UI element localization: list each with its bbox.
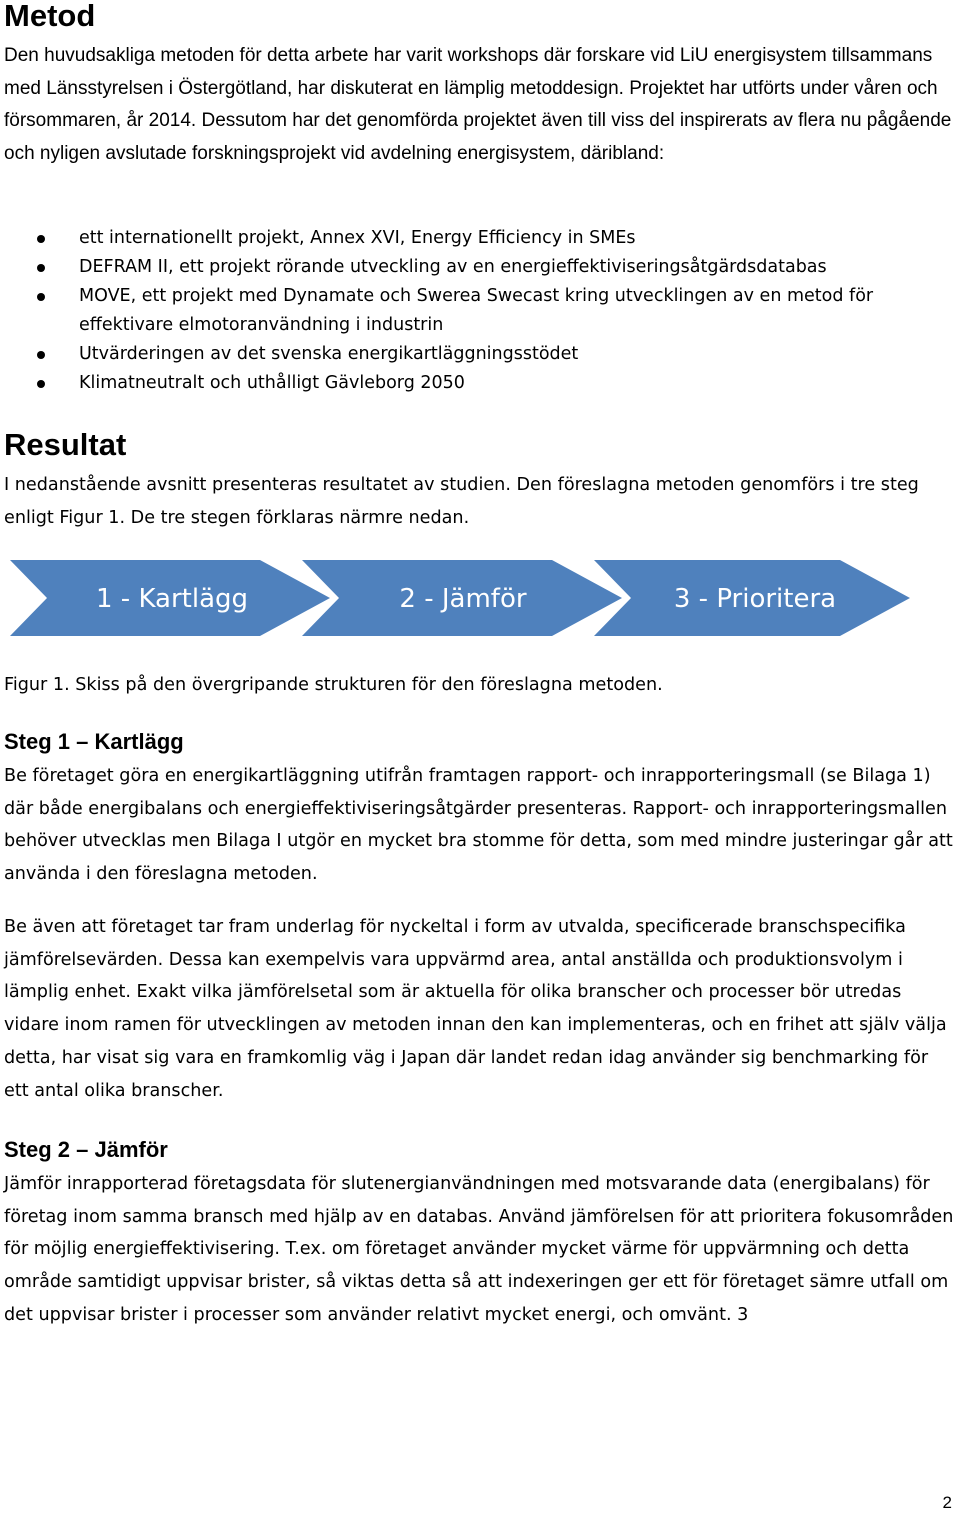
section-heading-steg1: Steg 1 – Kartlägg xyxy=(4,729,184,754)
list-item-text: MOVE, ett projekt med Dynamate och Swerea Swecast kring utvecklingen av en metod för effektivare elmotoranvändning i industrin xyxy=(79,286,874,335)
bullet-icon xyxy=(37,351,45,359)
section-heading-metod: Metod xyxy=(4,0,96,33)
process-diagram xyxy=(10,558,912,638)
step-label-3: 3 - Prioritera xyxy=(673,584,837,614)
step-label-1: 1 - Kartlägg xyxy=(95,584,249,614)
process-diagram-svg xyxy=(10,558,912,638)
bullet-icon xyxy=(37,264,45,272)
page-number: 2 xyxy=(942,1493,952,1512)
list-item xyxy=(0,253,950,282)
list-item-text: Klimatneutralt och uthålligt Gävleborg 2050 xyxy=(79,373,465,393)
research-projects-list xyxy=(0,224,950,398)
list-item xyxy=(0,282,950,340)
list-item xyxy=(0,369,950,398)
steg2-paragraph: Jämför inrapporterad företagsdata för slutenergianvändningen med motsvarande data (energibalans) för företag inom samma bransch med hjälp av en databas. Använd jämförelsen för att prioritera fokusområden för möjlig energieffektivisering. T.ex. om företaget använder mycket värme för uppvärmning och detta område samtidigt uppvisar brister, så viktas detta så att indexeringen ger ett för företaget sämre utfall om det uppvisar brister i processer som använder relativt mycket energi, och omvänt. 3 xyxy=(4,1174,954,1325)
list-item-text: DEFRAM II, ett projekt rörande utveckling av en energieffektiviseringsåtgärdsdatabas xyxy=(79,257,827,277)
bullet-icon xyxy=(37,235,45,243)
step-label-2: 2 - Jämför xyxy=(399,584,527,614)
steg1-paragraph-1: Be företaget göra en energikartläggning utifrån framtagen rapport- och inrapporteringsmall (se Bilaga 1) där både energibalans och energieffektiviseringsåtgärder presenteras. Rapport- och inrapporteringsmallen behöver utvecklas men Bilaga I utgör en mycket bra stomme för detta, som med mindre justeringar går att använda i den föreslagna metoden. xyxy=(4,766,953,885)
resultat-paragraph: I nedanstående avsnitt presenteras resultatet av studien. Den föreslagna metoden genomförs i tre steg enligt Figur 1. De tre stegen förklaras närmre nedan. xyxy=(4,475,919,528)
bullet-icon xyxy=(37,293,45,301)
metod-paragraph: Den huvudsakliga metoden för detta arbete har varit workshops där forskare vid LiU energisystem tillsammans med Länsstyrelsen i Östergötland, har diskuterat en lämplig metoddesign. Projektet har utförts under våren och försommaren, år 2014. Dessutom har det genomförda projektet även till viss del inspirerats av flera nu pågående och nyligen avslutade forskningsprojekt vid avdelning energisystem, däribland: xyxy=(4,45,952,164)
list-item-text: ett internationellt projekt, Annex XVI, Energy Efficiency in SMEs xyxy=(79,228,636,248)
section-heading-steg2: Steg 2 – Jämför xyxy=(4,1137,168,1162)
list-item xyxy=(0,224,950,253)
figure-caption: Figur 1. Skiss på den övergripande strukturen för den föreslagna metoden. xyxy=(4,675,663,695)
steg1-paragraph-2: Be även att företaget tar fram underlag för nyckeltal i form av utvalda, specificerade branschspecifika jämförelsevärden. Dessa kan exempelvis vara uppvärmd area, antal anställda och produktionsvolym i lämplig enhet. Exakt vilka jämförelsetal som är aktuella för olika branscher och processer bör utredas vidare inom ramen för utvecklingen av metoden innan den kan implementeras, och en frihet att själv välja detta, har visat sig vara en framkomlig väg i Japan där landet redan idag använder sig benchmarking för ett antal olika branscher. xyxy=(4,917,947,1101)
list-item-text: Utvärderingen av det svenska energikartläggningsstödet xyxy=(79,344,579,364)
bullet-icon xyxy=(37,380,45,388)
section-heading-resultat: Resultat xyxy=(4,427,127,462)
list-item xyxy=(0,340,950,369)
